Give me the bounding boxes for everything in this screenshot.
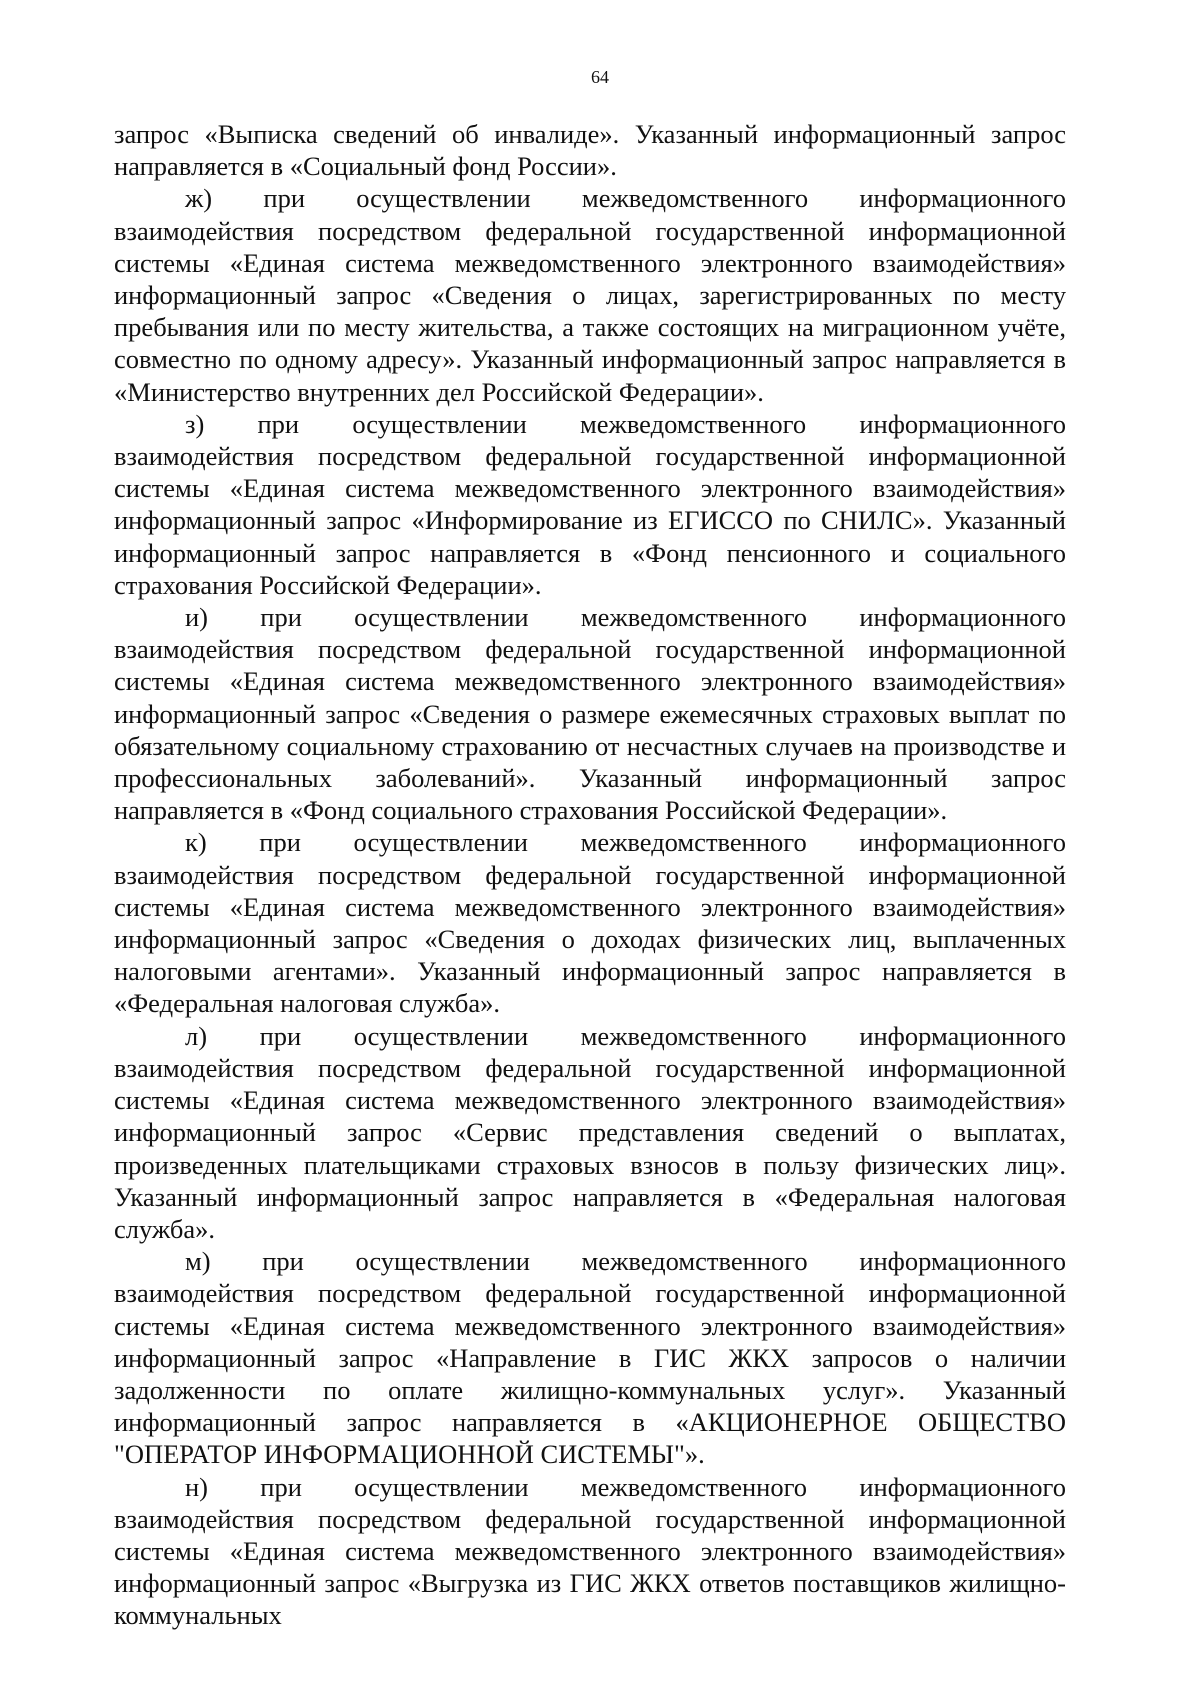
document-body — [114, 118, 1066, 1632]
page-number: 64 — [591, 67, 609, 87]
paragraph-item-k: к) при осуществлении межведомственного информационного взаимодействия посредством федеральной государственной информационной системы «Единая система межведомственного электронного взаимодействия» информационный запрос «Сведения о доходах физических лиц, выплаченных налоговыми агентами». Указанный информационный запрос направляется в «Федеральная налоговая служба». — [114, 827, 1066, 1019]
paragraph-item-l: л) при осуществлении межведомственного информационного взаимодействия посредством федеральной государственной информационной системы «Единая система межведомственного электронного взаимодействия» информационный запрос «Сервис представления сведений о выплатах, произведенных плательщиками страховых взносов в пользу физических лиц». Указанный информационный запрос направляется в «Федеральная налоговая служба». — [114, 1020, 1066, 1244]
paragraph-item-m: м) при осуществлении межведомственного информационного взаимодействия посредством федеральной государственной информационной системы «Единая система межведомственного электронного взаимодействия» информационный запрос «Направление в ГИС ЖКХ запросов о наличии задолженности по оплате жилищно-коммунальных услуг». Указанный информационный запрос направляется в «АКЦИОНЕРНОЕ ОБЩЕСТВО "ОПЕРАТОР ИНФОРМАЦИОННОЙ СИСТЕМЫ"». — [114, 1246, 1066, 1470]
paragraph-item-i: и) при осуществлении межведомственного информационного взаимодействия посредством федеральной государственной информационной системы «Единая система межведомственного электронного взаимодействия» информационный запрос «Сведения о размере ежемесячных страховых выплат по обязательному социальному страхованию от несчастных случаев на производстве и профессиональных заболеваний». Указанный информационный запрос направляется в «Фонд социального страхования Российской Федерации». — [114, 602, 1066, 826]
paragraph-continuation: запрос «Выписка сведений об инвалиде». Указанный информационный запрос направляется в «Социальный фонд России». — [114, 119, 1066, 182]
paragraph-item-zh: ж) при осуществлении межведомственного информационного взаимодействия посредством федеральной государственной информационной системы «Единая система межведомственного электронного взаимодействия» информационный запрос «Сведения о лицах, зарегистрированных по месту пребывания или по месту жительства, а также состоящих на миграционном учёте, совместно по одному адресу». Указанный информационный запрос направляется в «Министерство внутренних дел Российской Федерации». — [114, 183, 1066, 407]
paragraph-item-z: з) при осуществлении межведомственного информационного взаимодействия посредством федеральной государственной информационной системы «Единая система межведомственного электронного взаимодействия» информационный запрос «Информирование из ЕГИССО по СНИЛС». Указанный информационный запрос направляется в «Фонд пенсионного и социального страхования Российской Федерации». — [114, 408, 1066, 600]
paragraph-item-n: н) при осуществлении межведомственного информационного взаимодействия посредством федеральной государственной информационной системы «Единая система межведомственного электронного взаимодействия» информационный запрос «Выгрузка из ГИС ЖКХ ответов поставщиков жилищно-коммунальных — [114, 1471, 1066, 1631]
